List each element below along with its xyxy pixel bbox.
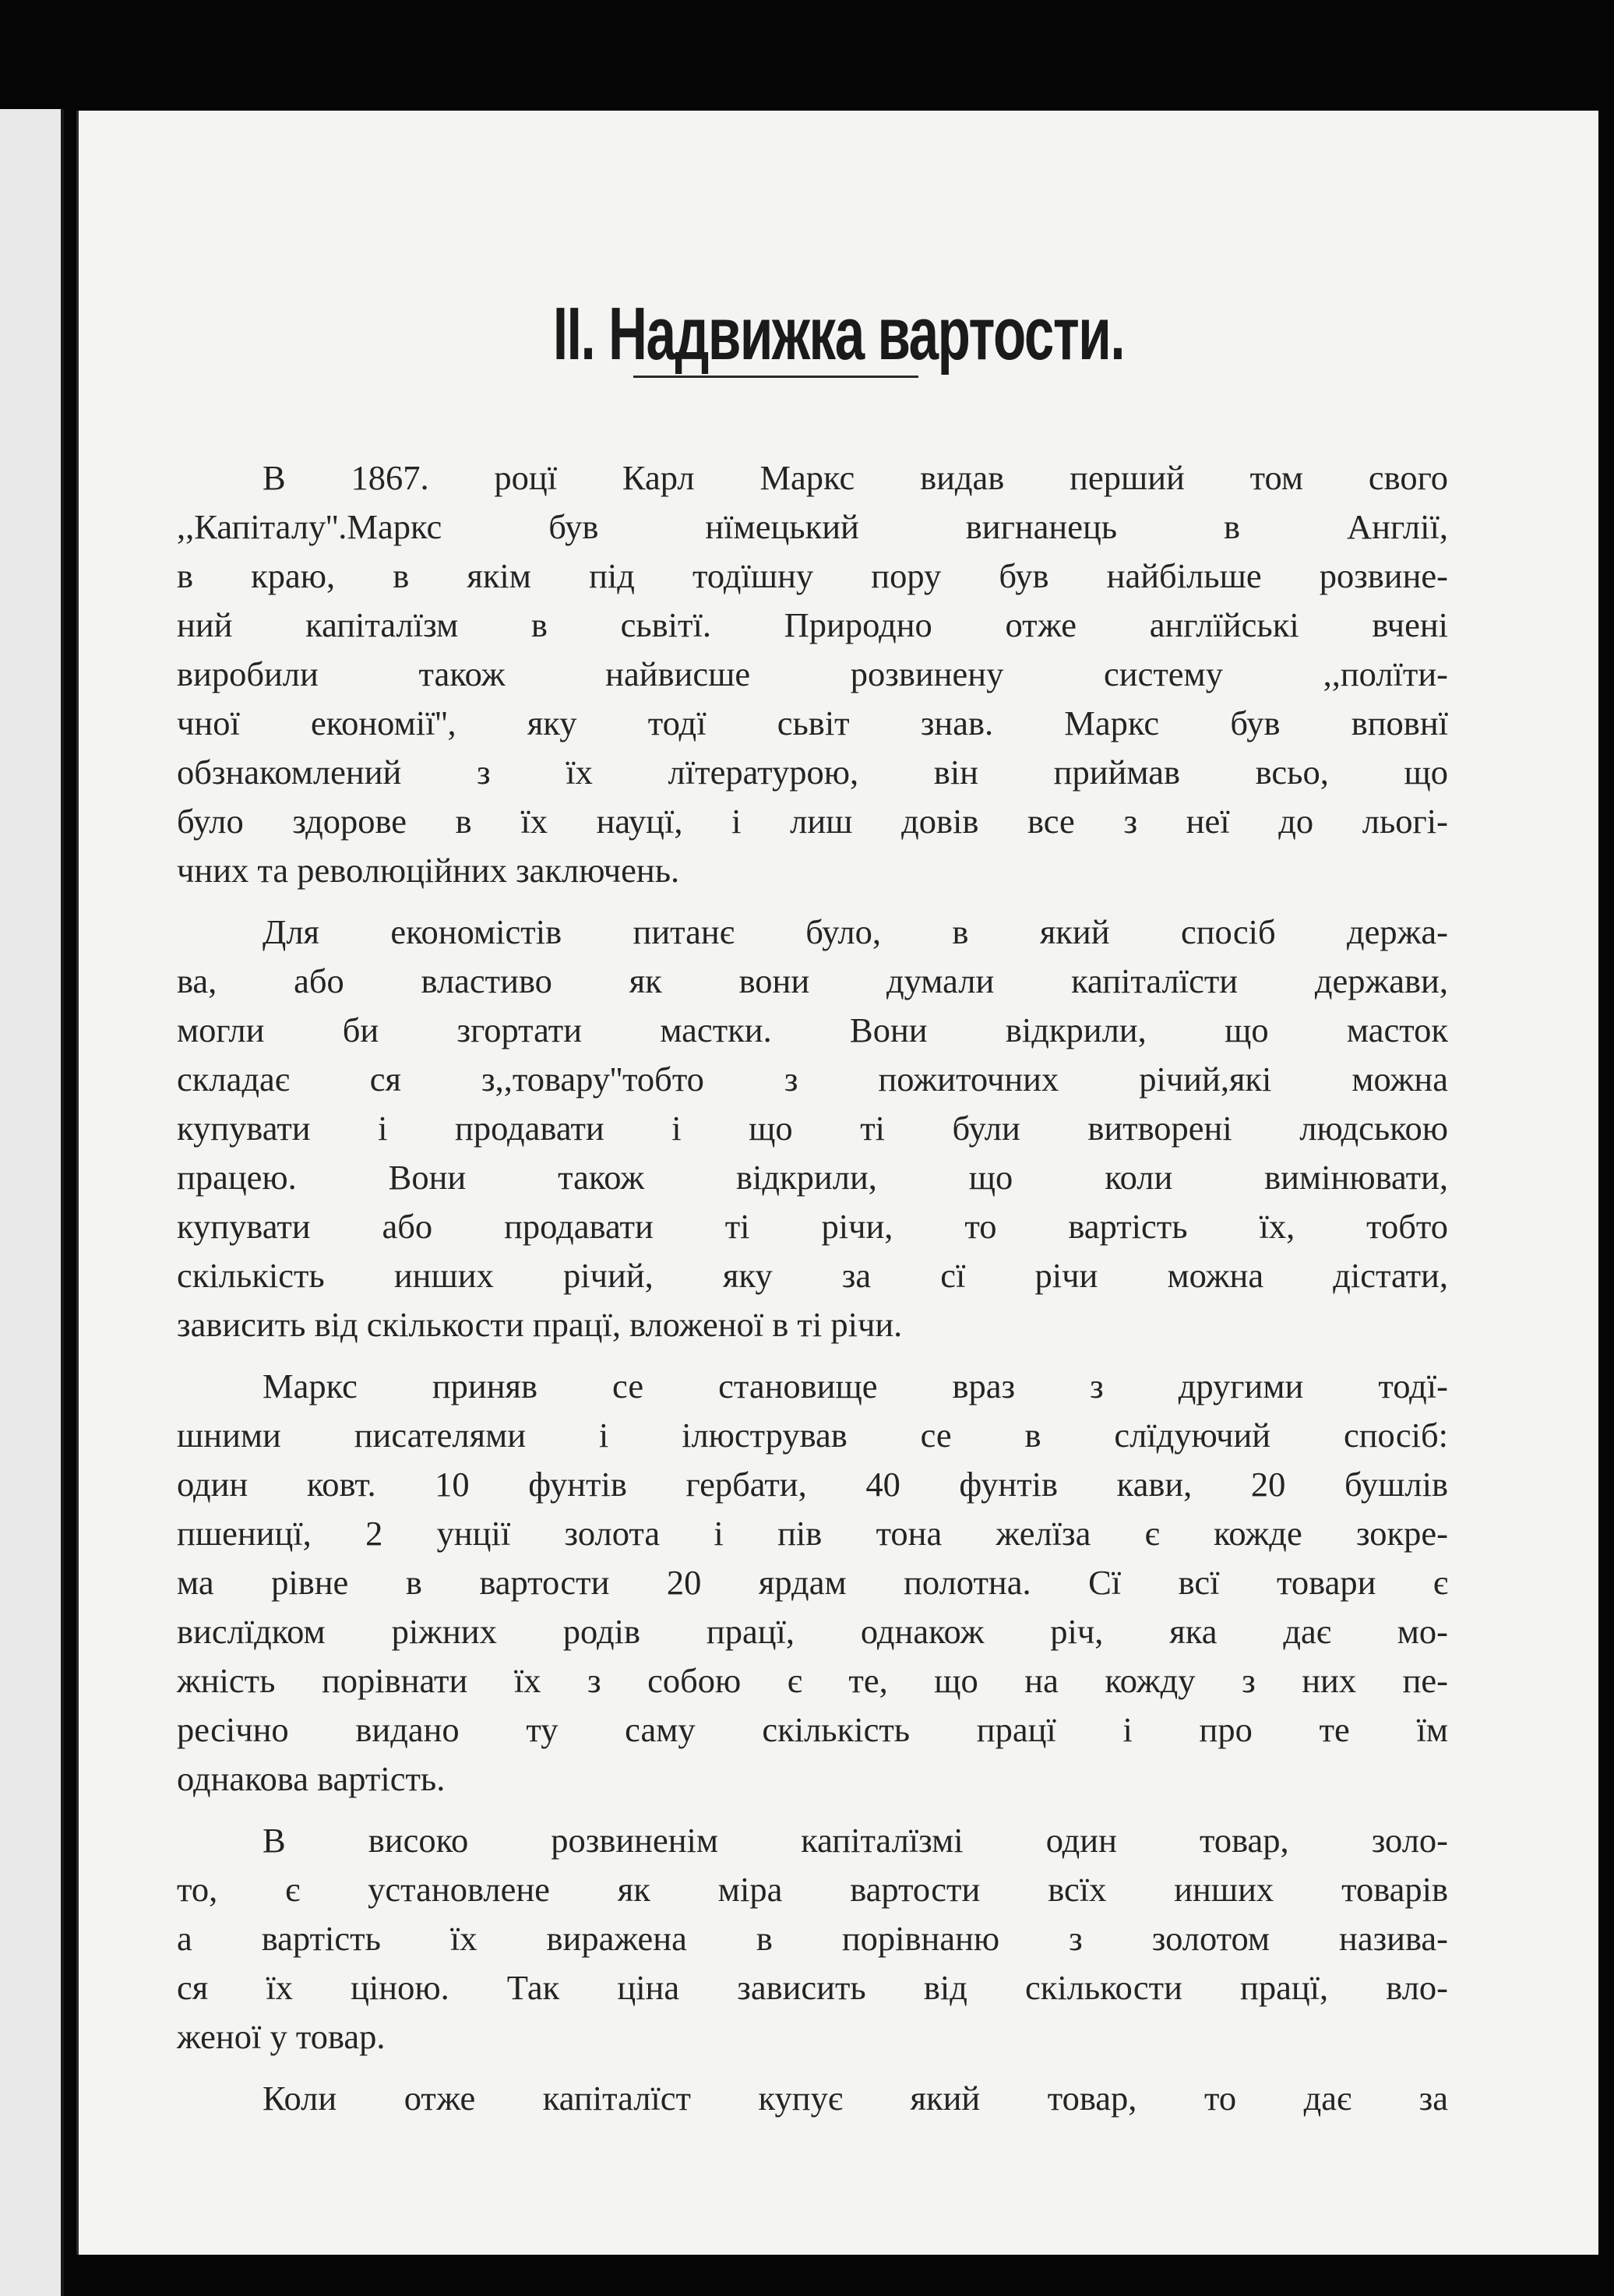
text-line: ресічно видано ту саму скількість працї і про те їм: [177, 1710, 1448, 1749]
paragraph: [177, 1362, 1448, 1804]
text-line: обзнакомлений з їх лїтературою, він приймав всьо, що: [177, 753, 1448, 792]
paragraph: [177, 2074, 1448, 2123]
text-line: однакова вартість.: [177, 1759, 446, 1798]
text-line: було здорове в їх науцї, і лиш довів все з неї до льогі-: [177, 802, 1448, 841]
text-line: ма рівне в вартости 20 ярдам полотна. Сї всї товари є: [177, 1563, 1448, 1602]
text-line: могли би згортати мастки. Вони відкрили, що масток: [177, 1010, 1448, 1049]
previous-page-edge: [0, 109, 64, 2296]
text-line: шними писателями і ілюстрував се в слїдуючий спосіб:: [177, 1416, 1448, 1455]
text-line: працею. Вони також відкрили, що коли вимінювати,: [177, 1158, 1448, 1197]
text-line: складає ся з,,товару''тобто з пожиточних річий,які можна: [177, 1060, 1448, 1099]
text-line: один ковт. 10 фунтів гербати, 40 фунтів кави, 20 бушлів: [177, 1465, 1448, 1504]
chapter-title: II. Надвижка вартости.: [552, 292, 1125, 376]
text-line: чної економії'', яку тодї сьвіт знав. Маркс був вповнї: [177, 704, 1448, 742]
text-line: Для економістів питанє було, в який спосіб держа-: [263, 912, 1448, 951]
text-line: чних та революційних заключень.: [177, 851, 680, 890]
text-line: ний капіталїзм в сьвітї. Природно отже англїйські вчені: [177, 605, 1448, 644]
text-line: купувати і продавати і що ті були витворені людською: [177, 1109, 1448, 1148]
text-line: В високо розвиненім капіталїзмі один товар, золо-: [263, 1821, 1448, 1860]
text-line: Маркс приняв се становище враз з другими тодї-: [263, 1367, 1448, 1405]
text-line: пшеницї, 2 унції золота і пів тона желїза є кожде зокре-: [177, 1514, 1448, 1553]
text-line: жність порівнати їх з собою є те, що на кожду з них пе-: [177, 1661, 1448, 1700]
text-line: ся їх ціною. Так ціна зависить від скількости працї, вло-: [177, 1968, 1448, 2007]
text-line: виробили також найвисше розвинену систему ,,полїти-: [177, 654, 1448, 693]
text-line: зависить від скількости працї, вложеної в ті річи.: [177, 1305, 903, 1344]
text-line: ,,Капіталу''.Маркс був нїмецький вигнанець в Англії,: [177, 507, 1448, 546]
paragraph: [177, 453, 1448, 895]
paragraph: [177, 1816, 1448, 2061]
title-divider: [633, 376, 918, 378]
text-line: женої у товар.: [177, 2017, 386, 2056]
text-line: В 1867. роцї Карл Маркс видав перший том свого: [263, 458, 1448, 497]
text-line: купувати або продавати ті річи, то вартість їх, тобто: [177, 1207, 1448, 1246]
text-line: ва, або властиво як вони думали капіталїсти держави,: [177, 961, 1448, 1000]
body-text: [177, 453, 1448, 2123]
text-line: вислїдком ріжних родів працї, однакож річ, яка дає мо-: [177, 1612, 1448, 1651]
text-line: то, є установлене як міра вартости всїх инших товарів: [177, 1870, 1448, 1909]
text-line: Коли отже капіталїст купує який товар, то дає за: [263, 2079, 1448, 2118]
text-line: скількість инших річий, яку за сї річи можна дістати,: [177, 1256, 1448, 1295]
text-line: а вартість їх виражена в порівнаню з золотом назива-: [177, 1919, 1448, 1958]
book-page: [76, 111, 1598, 2255]
text-line: в краю, в якім під тодїшну пору був найбільше розвине-: [177, 556, 1448, 595]
paragraph: [177, 908, 1448, 1349]
